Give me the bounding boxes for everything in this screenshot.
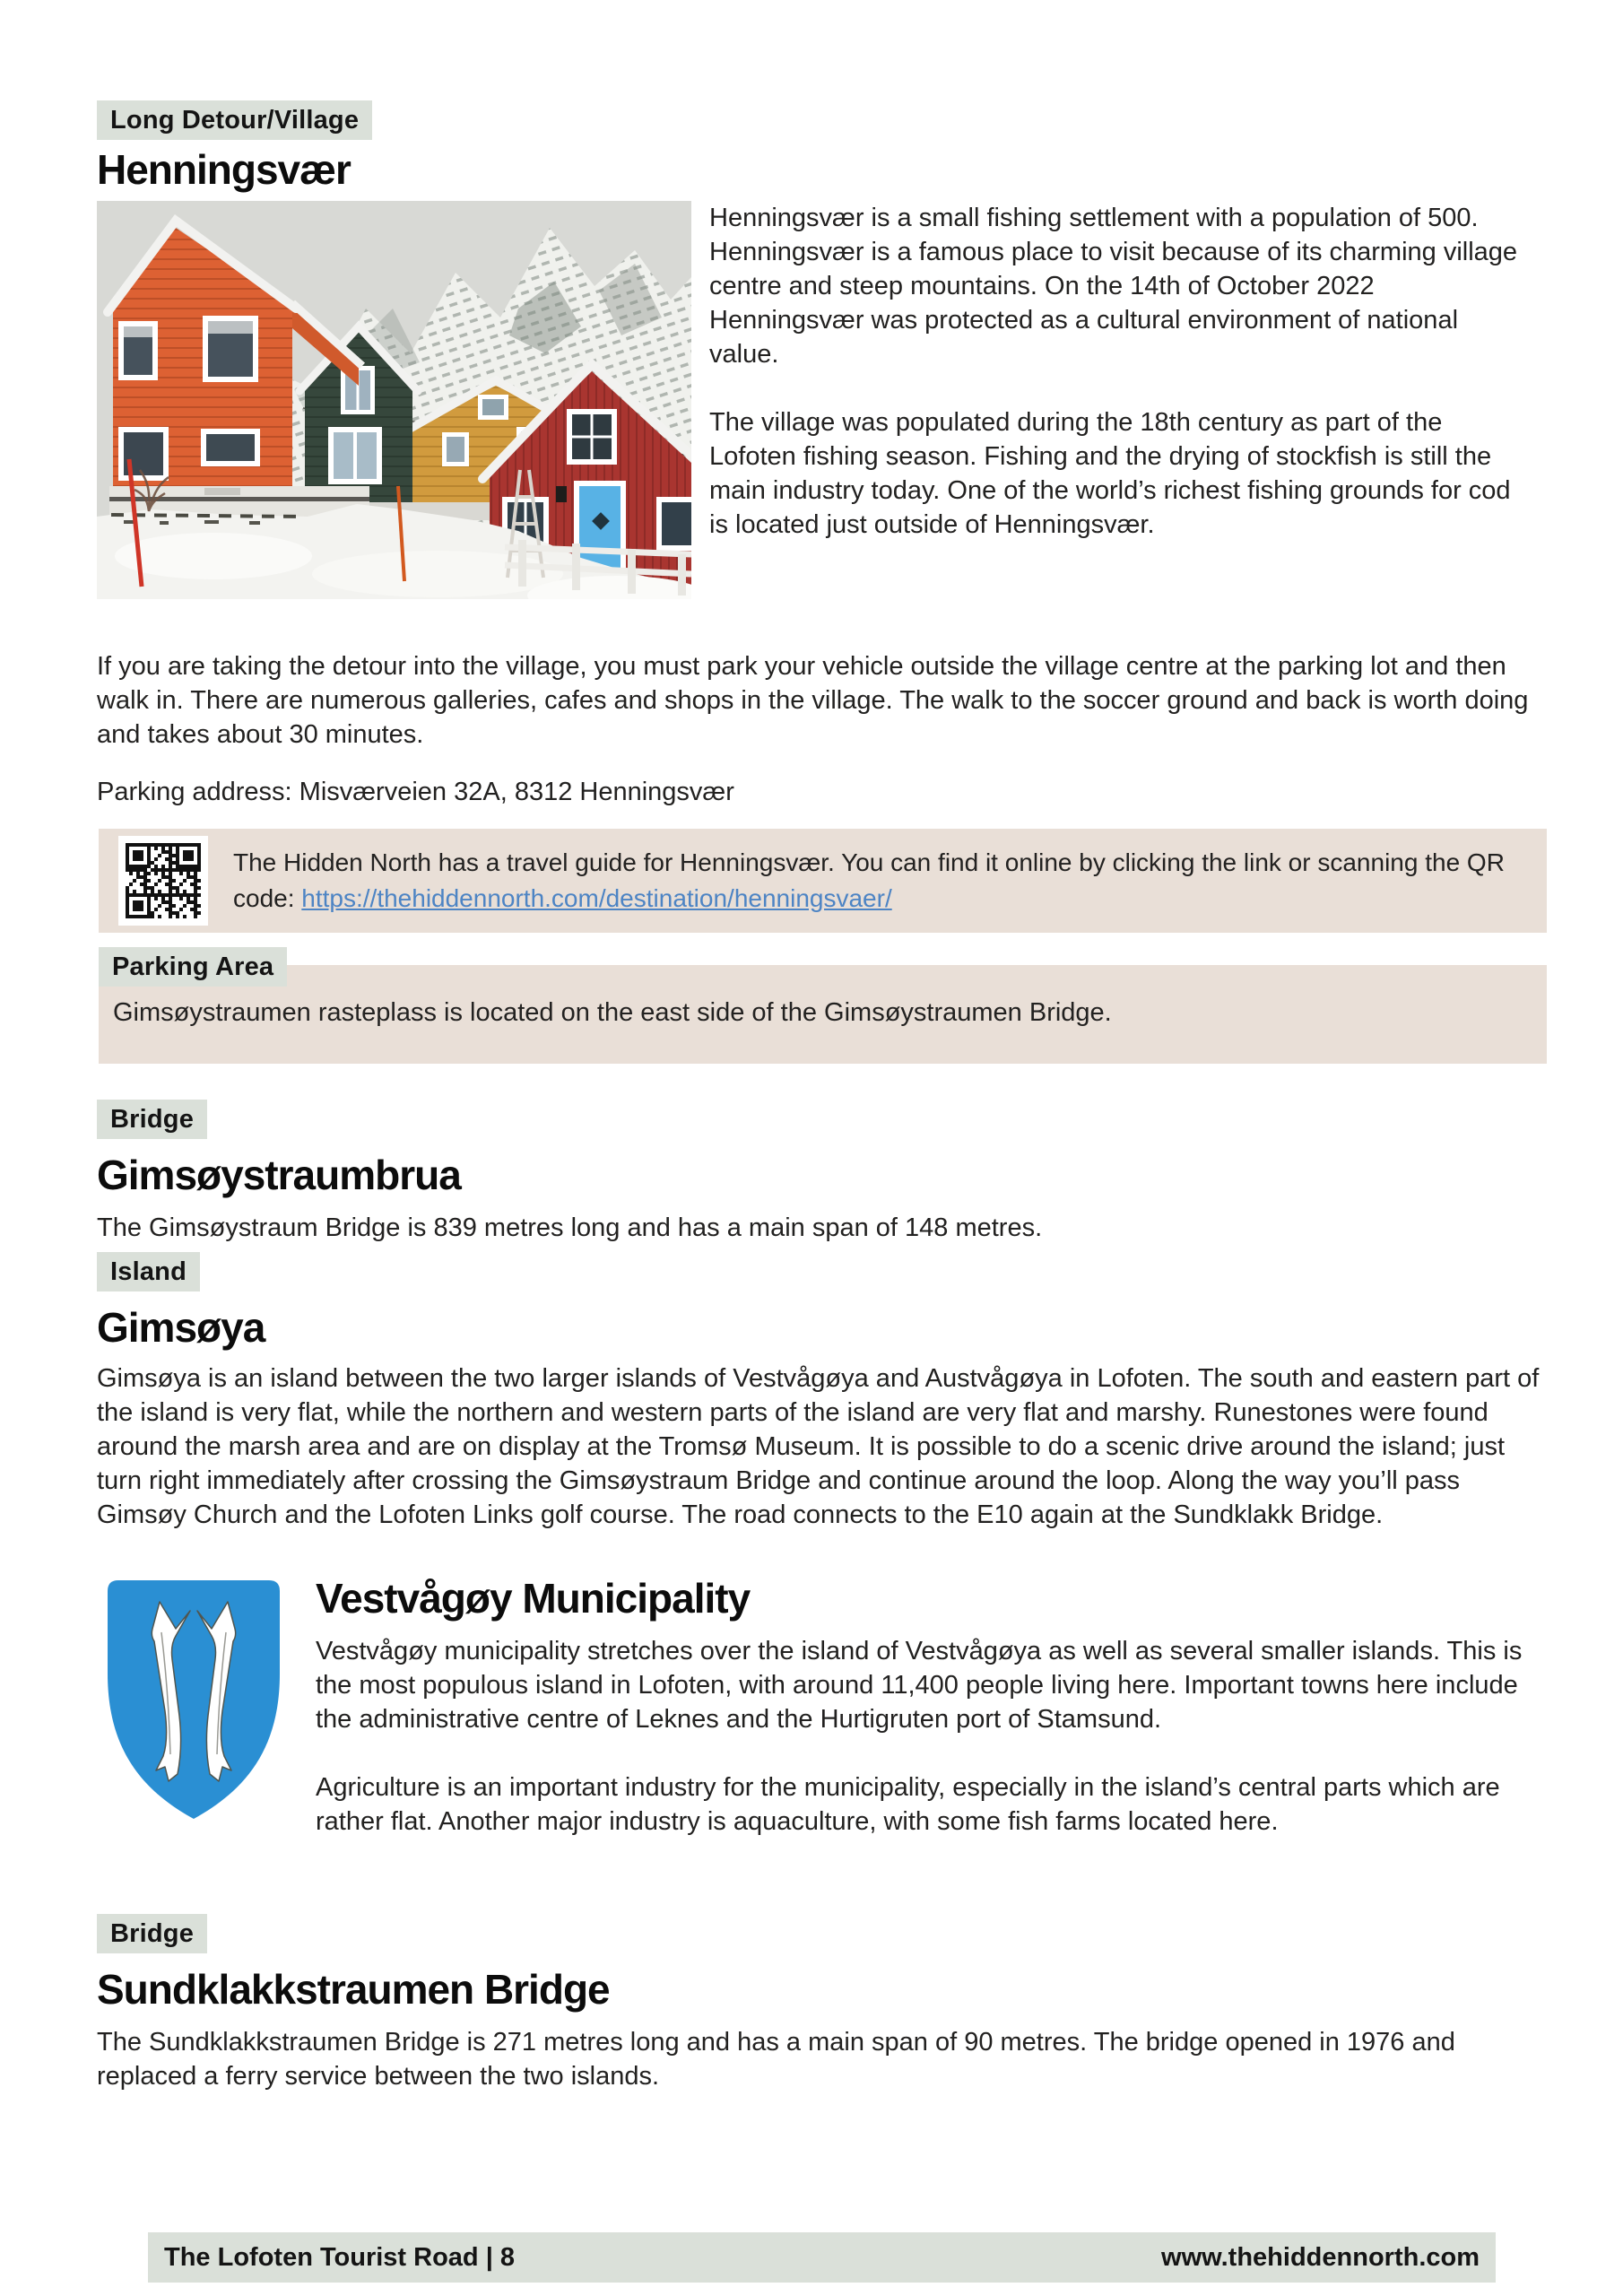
gimsoya-title: Gimsøya: [97, 1304, 265, 1351]
section-gimsoystraumbrua: [97, 1100, 1547, 1245]
sundklakk-text: The Sundklakkstraumen Bridge is 271 metres long and has a main span of 90 metres. The bridge opened in 1976 and replaced a ferry service between the two islands.: [97, 2028, 1455, 2091]
section-parking-area: [97, 947, 1547, 1064]
parking-area-box: [99, 965, 1547, 1064]
category-badge-parking-area: Parking Area: [99, 947, 287, 987]
henningsvaer-paragraph-3: If you are taking the detour into the village, you must park your vehicle outside the village centre at the parking lot and then walk in. There are numerous galleries, cafes and shops in the village. The walk to the soccer ground and back is worth doing and takes about 30 minutes.: [97, 652, 1529, 749]
henningsvaer-paragraph-2: The village was populated during the 18th century as part of the Lofoten fishing season. Fishing and the drying of stockfish is still the main industry today. One of the world’s richest fishing grounds for cod is located just outside of Henningsvær.: [709, 408, 1511, 539]
vestvagoy-paragraph-1: Vestvågøy municipality stretches over the island of Vestvågøya as well as several smaller islands. This is the most populous island in Lofoten, with around 11,400 people living here. Important towns here include the administrative centre of Leknes and the Hurtigruten port of Stamsund.: [316, 1637, 1523, 1734]
category-badge-bridge-1: Bridge: [97, 1100, 207, 1139]
henningsvaer-intro-text: [709, 201, 1530, 599]
section-gimsoya: [97, 1252, 1547, 1532]
vestvagoy-paragraph-2: Agriculture is an important industry for the municipality, especially in the island’s central parts which are rather flat. Another major industry is aquaculture, with some fish farms located here.: [316, 1773, 1500, 1836]
municipality-coat-of-arms: [104, 1577, 283, 1864]
category-badge-long-detour-village: Long Detour/Village: [97, 100, 372, 140]
gimsoystraumbrua-text: The Gimsøystraum Bridge is 839 metres long and has a main span of 148 metres.: [97, 1213, 1043, 1242]
travel-guide-text: [233, 845, 1515, 917]
coat-of-arms-icon: [104, 1577, 283, 1822]
travel-guide-callout: [99, 829, 1547, 933]
footer-website: www.thehiddennorth.com: [1161, 2242, 1480, 2272]
qr-code-icon: [120, 838, 206, 924]
sundklakk-title: Sundklakkstraumen Bridge: [97, 1966, 610, 2013]
page-title: Henningsvær: [97, 146, 351, 193]
section-henningsvaer: [97, 100, 1547, 933]
footer-book-title-page-number: The Lofoten Tourist Road | 8: [164, 2242, 516, 2272]
henningsvaer-paragraph-1: Henningsvær is a small fishing settlement with a population of 500. Henningsvær is a famous place to visit because of its charming village centre and steep mountains. On the 14th of October 2022 Henningsvær was protected as a cultural environment of national value.: [709, 204, 1518, 369]
qr-code-image: [118, 836, 208, 926]
category-badge-island: Island: [97, 1252, 200, 1292]
section-sundklakkstraumen: [97, 1914, 1547, 2093]
village-photo: [97, 201, 691, 599]
parking-address: Parking address: Misværveien 32A, 8312 Henningsvær: [97, 778, 734, 806]
vestvagoy-title: Vestvågøy Municipality: [316, 1575, 751, 1622]
parking-area-text: Gimsøystraumen rasteplass is located on the east side of the Gimsøystraumen Bridge.: [113, 998, 1112, 1027]
gimsoya-text: Gimsøya is an island between the two larger islands of Vestvågøya and Austvågøya in Lofoten. The south and eastern part of the island is very flat, while the northern and western parts of the island are very flat and marshy. Runestones were found around the marsh area and are on display at the Tromsø Museum. It is possible to do a scenic drive around the island; just turn right immediately after crossing the Gimsøystraum Bridge and continue around the loop. Along the way you’ll pass Gimsøy Church and the Lofoten Links golf course. The road connects to the E10 again at the Sundklakk Bridge.: [97, 1364, 1540, 1529]
travel-guide-link[interactable]: https://thehiddennorth.com/destination/henningsvaer/: [301, 884, 892, 912]
henningsvaer-media-row: [97, 201, 1547, 599]
gimsoystraumbrua-title: Gimsøystraumbrua: [97, 1152, 461, 1198]
category-badge-bridge-2: Bridge: [97, 1914, 207, 1953]
section-vestvagoy-municipality: [97, 1573, 1547, 1864]
page-footer: [148, 2232, 1496, 2283]
travel-guide-note: The Hidden North has a travel guide for Henningsvær. You can find it online by clicking the link or scanning the QR code:: [233, 848, 1505, 912]
